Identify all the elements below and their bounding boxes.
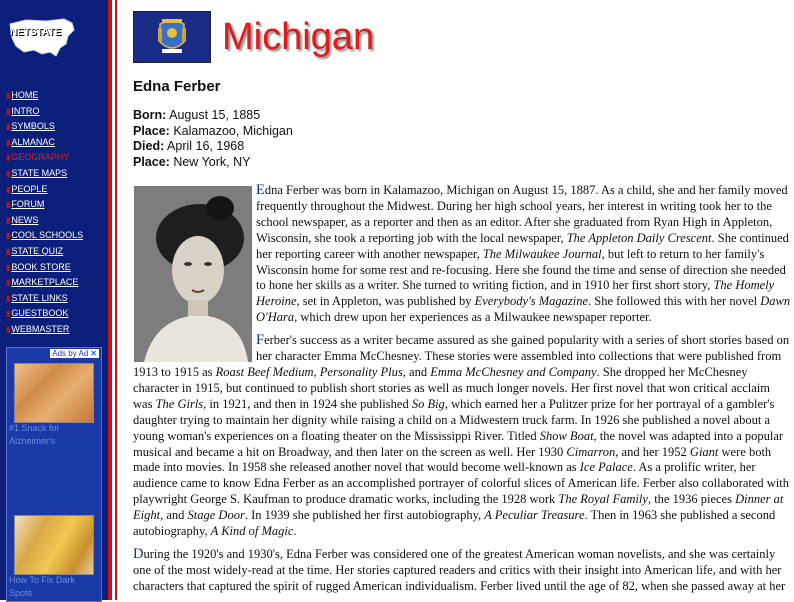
sidebar-item-people[interactable]: [6, 182, 83, 198]
bullet-icon: ▮: [6, 184, 11, 194]
portrait-spacer: [133, 183, 256, 363]
person-facts: [133, 108, 293, 170]
sidebar-nav: [6, 88, 83, 338]
sidebar-item-forum[interactable]: [6, 197, 83, 213]
sidebar-item-guestbook[interactable]: [6, 306, 83, 322]
divider-red-2: [115, 0, 117, 600]
sidebar-item-cool-schools[interactable]: [6, 228, 83, 244]
bullet-icon: ▮: [6, 153, 11, 163]
sidebar-item-book-store[interactable]: [6, 260, 83, 276]
bullet-icon: ▮: [6, 106, 11, 116]
sidebar-item-label[interactable]: GEOGRAPHY: [11, 152, 70, 163]
sidebar-item-intro[interactable]: [6, 104, 83, 120]
sidebar-item-label[interactable]: STATE LINKS: [11, 292, 68, 303]
sidebar-item-state-links[interactable]: [6, 291, 83, 307]
sidebar-item-state-quiz[interactable]: [6, 244, 83, 260]
bullet-icon: ▮: [6, 293, 11, 303]
sidebar-item-state-maps[interactable]: [6, 166, 83, 182]
ad-choices-label[interactable]: Ads by Ad ✕: [52, 349, 97, 358]
sidebar-item-label[interactable]: HOME: [11, 90, 39, 100]
sidebar-item-news[interactable]: [6, 213, 83, 229]
logo-text[interactable]: NETSTATE: [10, 27, 62, 38]
bullet-icon: ▮: [6, 262, 11, 272]
bio-paragraph-3: During the 1920's and 1930's, Edna Ferber was considered one of the greatest American woman novelists, and she was certainly one of the most widely-read at the time. Her stories captured readers and critics with their insight into American life, and with her characters that captured the spirit of rugged American individualism. Ferber lived until the age of 82, when she passed away at her: [133, 545, 786, 593]
bio-paragraph-1: Edna Ferber was born in Kalamazoo, Michigan on August 15, 1887. As a child, she and her family moved frequently throughout the Midwest. During her high school years, her interest in writing took her to the school newspaper, as a reporter and then as an editor. After she graduated from Ryan High in Appleton, Wisconsin, she took a reporting job with the local newspaper, The Appleton Daily Crescent. She continued her reporting career with another newspaper, The Milwaukee Journal, but left to return to her family's Wisconsin home for some rest and re-focusing. Here she found the time and sense of direction she needed to hone her skills as a writer. She turned to writing fiction, and in 1910 her first short story, The Homely Heroine, set in Appleton, was published by Everybody's Magazine. She followed this with her novel Dawn O'Hara, which drew upon her experiences as a Milwaukee newspaper reporter.: [133, 183, 791, 326]
ad-link-snack[interactable]: #1 Snack for Alzheimer's: [9, 423, 60, 446]
sidebar-item-label[interactable]: INTRO: [11, 105, 40, 116]
bullet-icon: ▮: [6, 309, 11, 319]
michigan-flag: [133, 11, 211, 63]
bullet-icon: ▮: [6, 324, 11, 334]
sidebar-item-home[interactable]: [6, 88, 83, 104]
sidebar-item-label[interactable]: WEBMASTER: [11, 323, 70, 334]
ad-link-dark-spots[interactable]: How To Fix Dark Spots: [9, 575, 75, 598]
sidebar-item-label[interactable]: SYMBOLS: [11, 121, 55, 132]
sidebar-item-label[interactable]: FORUM: [11, 199, 45, 210]
biography: [133, 183, 791, 602]
ad-image-dark-spots[interactable]: [14, 515, 94, 575]
bullet-icon: ▮: [6, 137, 11, 147]
sidebar-item-label[interactable]: STATE QUIZ: [11, 245, 64, 256]
sidebar-item-label[interactable]: ALMANAC: [11, 136, 55, 147]
bullet-icon: ▮: [6, 215, 11, 225]
bullet-icon: ▮: [6, 278, 11, 288]
bullet-icon: ▮: [6, 231, 11, 241]
sidebar-item-label[interactable]: STATE MAPS: [11, 167, 68, 178]
sidebar-item-label[interactable]: BOOK STORE: [11, 261, 71, 272]
bullet-icon: ▮: [6, 91, 11, 100]
bullet-icon: ▮: [6, 168, 11, 178]
usa-map-logo-icon[interactable]: [6, 14, 78, 62]
sidebar-item-webmaster[interactable]: [6, 322, 83, 338]
michigan-seal-icon: [156, 18, 188, 56]
bullet-icon: ▮: [6, 122, 11, 132]
sidebar-item-label[interactable]: COOL SCHOOLS: [11, 230, 84, 241]
place-row: Place: Kalamazoo, Michigan: [133, 123, 293, 138]
bullet-icon: ▮: [6, 246, 11, 256]
ad-panel[interactable]: [6, 347, 102, 602]
sidebar-item-marketplace[interactable]: [6, 275, 83, 291]
close-icon[interactable]: ✕: [90, 349, 97, 358]
sidebar-item-label[interactable]: PEOPLE: [11, 183, 48, 194]
died-row: Died: April 16, 1968: [133, 139, 245, 153]
sidebar-item-almanac[interactable]: [6, 135, 83, 151]
bio-paragraph-2: Ferber's success as a writer became assured as she gained popularity with a series of short stories based on her character Emma McChesney. These stories were assembled into collections that were published from 1913 to 1915 as Roast Beef Medium, Personality Plus, and Emma McChesney and Company. She dropped her McChesney character in 1915, but continued to publish short stories as well as much longer novels. Her first novel that won critical acclaim was The Girls, in 1921, and then in 1924 she published So Big, which earned her a Pulitzer prize for her portrayal of a gambler's daughter trying to maintain her dignity while raising a child on a Midwestern truck farm. In 1926 she published a novel about a young woman's experiences on a floating theater on the Mississippi River. Titled Show Boat, the novel was adapted into a popular musical and became a hit on Broadway, and then later on the screen as well. Her 1930 Cimarron, and her 1952 Giant were both made into movies. In 1958 she released another novel that would become well-known as Ice Palace. As a prolific writer, her audience came to know Edna Ferber as an accomplished portrayer of colorful slices of American life. Ferber also collaborated with playwright George S. Kaufman to produce dramatic works, including the 1928 work The Royal Family, the 1936 pieces Dinner at Eight, and Stage Door. In 1939 she published her first autobiography, A Peculiar Treasure. Then in 1963 she published a second autobiography, A Kind of Magic.: [133, 332, 790, 539]
sidebar-item-label[interactable]: MARKETPLACE: [11, 277, 79, 288]
sidebar-item-label[interactable]: NEWS: [11, 214, 39, 225]
born-row: Born: August 15, 1885: [133, 108, 261, 122]
bullet-icon: ▮: [6, 200, 11, 210]
ad-image-snack[interactable]: [14, 363, 94, 423]
sidebar-item-symbols[interactable]: [6, 119, 83, 135]
sidebar-item-label[interactable]: GUESTBOOK: [11, 308, 69, 319]
page-title: Michigan: [222, 16, 375, 58]
death-place-row: Place: New York, NY: [133, 154, 251, 169]
sidebar-item-geography[interactable]: [6, 150, 83, 166]
person-name: Edna Ferber: [133, 78, 221, 95]
sidebar: [0, 0, 108, 600]
